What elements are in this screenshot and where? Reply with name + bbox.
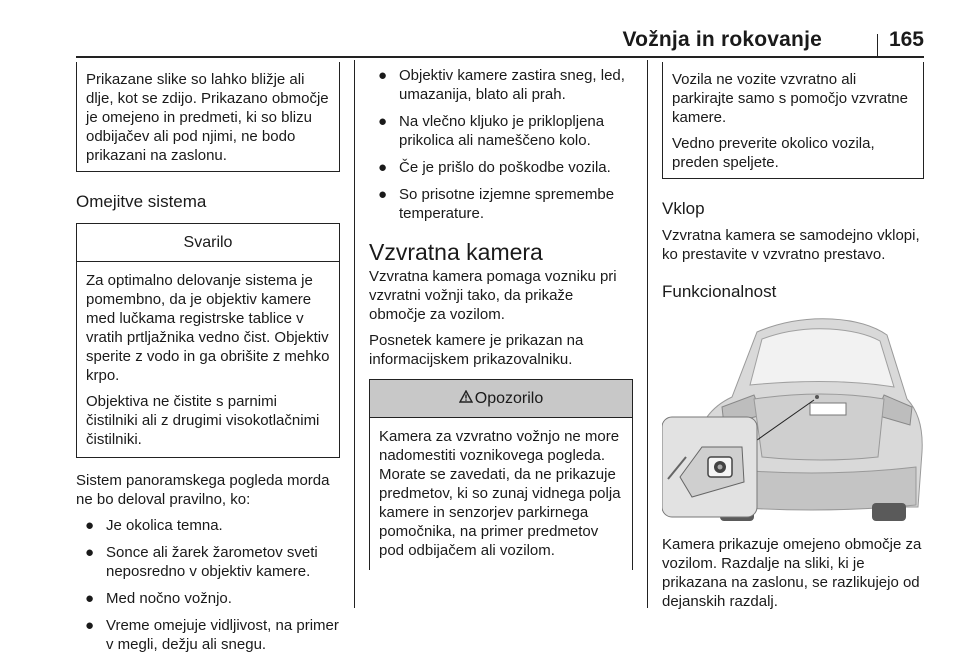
limits-list-continued (369, 66, 633, 223)
caution-paragraph: Objektiva ne čistite s parnimi čistilniki ali z drugimi visokotlačnimi čistilniki. (86, 393, 320, 448)
list-item: ● Sonce ali žarek žarometov sveti neposredno v objektiv kamere. (85, 544, 318, 580)
section-paragraph: Posnetek kamere je prikazan na informacijskem prikazovalniku. (369, 332, 584, 368)
warning-continued-text: Vozila ne vozite vzvratno ali parkirajte samo s pomočjo vzvratne kamere. (672, 71, 908, 126)
intro-note-text: Prikazane slike so lahko bližje ali dlje, kot se zdijo. Prikazano območje je omejeno in predmeti, ki so blizu odbijačev ali pod njimi, ne bodo prikazani na zaslonu. (86, 71, 329, 164)
activation-text: Vzvratna kamera se samodejno vklopi, ko prestavite v vzvratno prestavo. (662, 227, 920, 263)
page-number: 165 (888, 28, 924, 51)
warning-title-bar (370, 380, 632, 418)
warning-box (369, 379, 633, 570)
limits-list (76, 516, 340, 654)
functionality-text: Kamera prikazuje omejeno območje za vozilom. Razdalje na sliki, ki je prikazana na zaslonu, se razlikujejo od dejanskih razdalj. (662, 536, 922, 610)
page-header-title: Vožnja in rokovanje (622, 28, 822, 51)
warning-continued-text: Vedno preverite okolico vozila, preden speljete. (672, 135, 875, 171)
intro-note-box (76, 62, 340, 172)
list-item: ● Med nočno vožnjo. (85, 590, 232, 607)
caution-paragraph: Za optimalno delovanje sistema je pomembno, da je objektiv kamere med lučkama registrske tablice v vratih prtljažnika vedno čist. Objektiv sperite z vodo in ga obrišite z mehko krpo. (86, 272, 330, 384)
activation-heading: Vklop (662, 199, 705, 218)
section-title: Vzvratna kamera (369, 239, 543, 265)
caution-title: Svarilo (77, 224, 339, 262)
column-1 (76, 62, 340, 662)
list-item: ● Objektiv kamere zastira sneg, led, umazanija, blato ali prah. (378, 67, 625, 103)
list-item: ● Vreme omejuje vidljivost, na primer v megli, dežju ali snegu. (85, 617, 339, 653)
list-intro: Sistem panoramskega pogleda morda ne bo deloval pravilno, ko: (76, 472, 330, 508)
column-3 (662, 62, 924, 618)
system-limits-heading: Omejitve sistema (76, 192, 207, 211)
rear-camera-illustration (662, 307, 924, 527)
column-2 (369, 62, 633, 570)
warning-title: Opozorilo (474, 390, 544, 407)
list-item: ● So prisotne izjemne spremembe temperature. (378, 186, 615, 222)
warning-triangle-icon (459, 389, 473, 408)
functionality-heading: Funkcionalnost (662, 282, 777, 301)
list-item: ● Je okolica temna. (85, 517, 223, 534)
warning-text: Kamera za vzvratno vožnjo ne more nadomestiti voznikovega pogleda. Morate se zavedati, da ne prikazuje predmetov, ki so zunaj vidnega polja kamere in senzorjev parkirnega pomočnika, na primer predmetov pod odbijačem ali vozilom. (379, 428, 621, 559)
header-divider (877, 34, 878, 56)
warning-continued-box (662, 62, 924, 179)
section-paragraph: Vzvratna kamera pomaga vozniku pri vzvratni vožnji tako, da prikaže območje za vozilom. (369, 268, 617, 323)
list-item: ● Na vlečno kljuko je priklopljena prikolica ali nameščeno kolo. (378, 113, 605, 149)
column-divider (647, 60, 648, 608)
column-divider (354, 60, 355, 608)
list-item: ● Če je prišlo do poškodbe vozila. (378, 159, 611, 176)
header-rule (76, 56, 924, 58)
caution-box (76, 223, 340, 458)
